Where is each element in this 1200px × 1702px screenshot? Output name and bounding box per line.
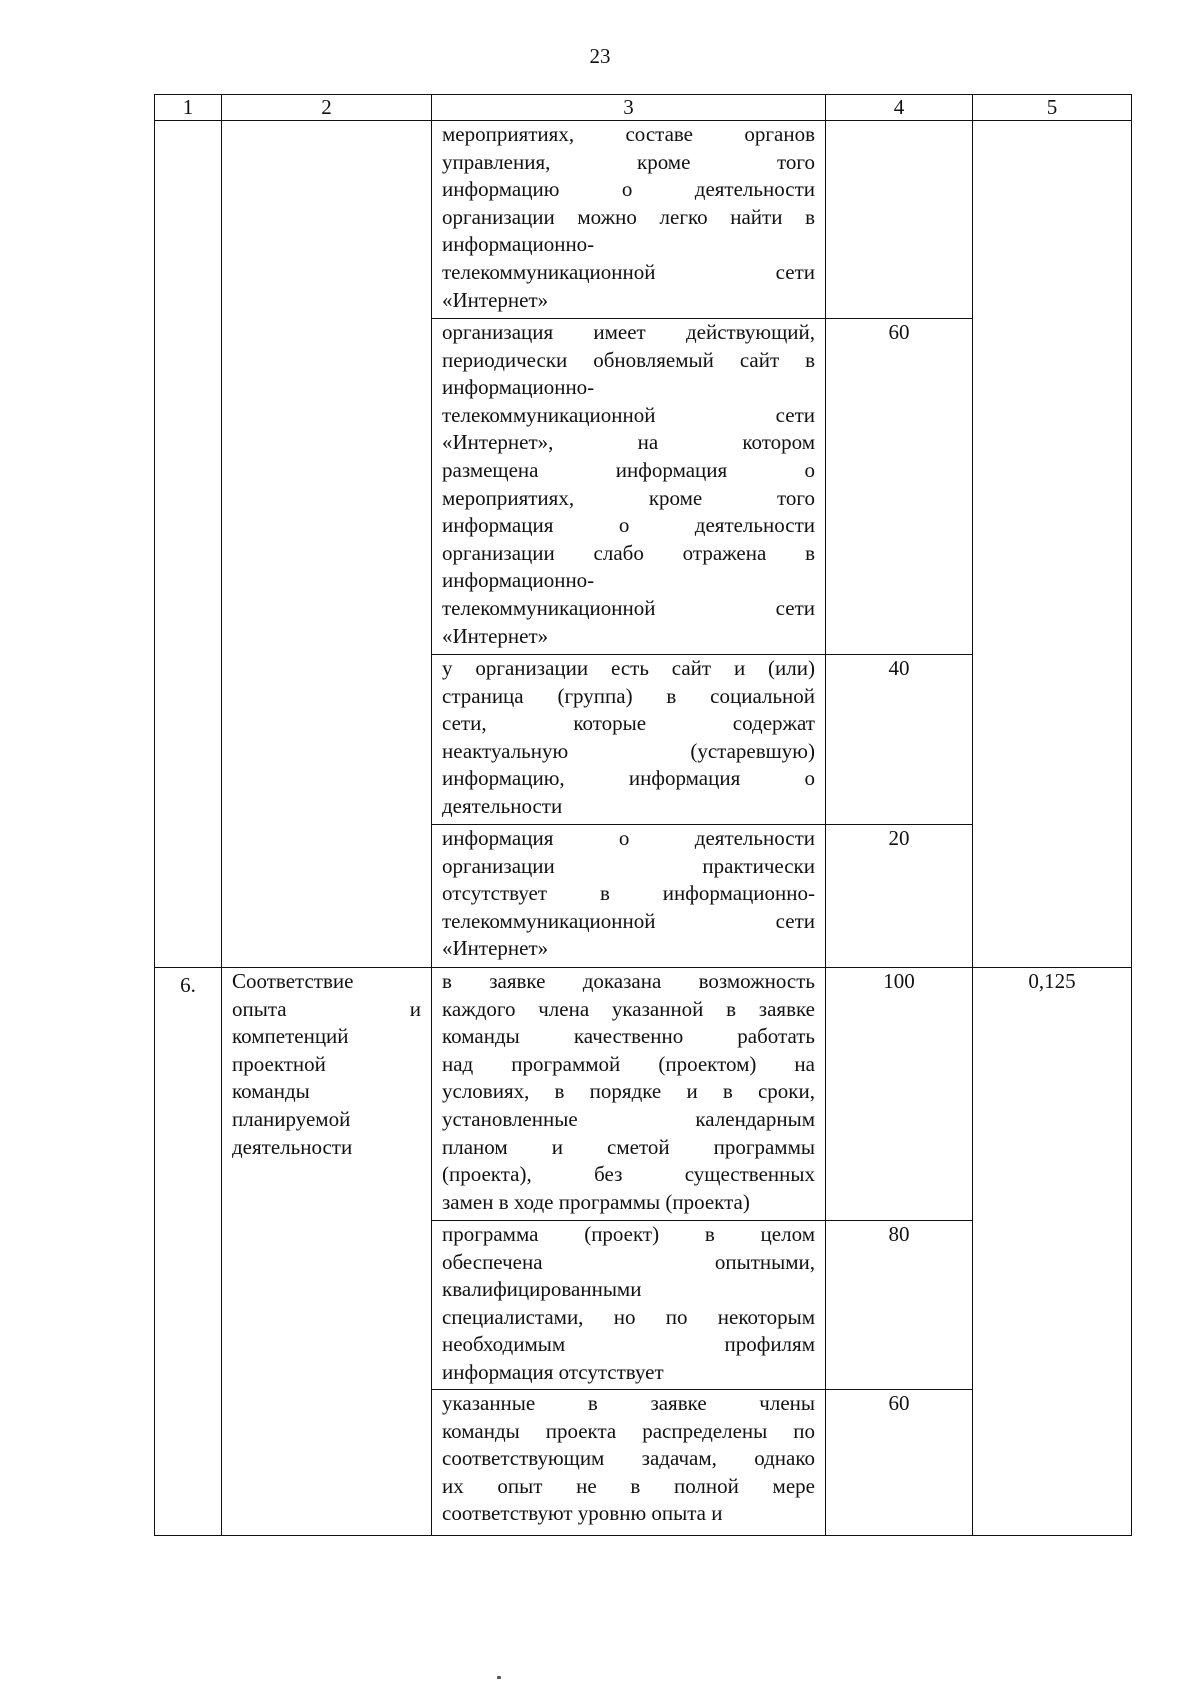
desc_lines-line: «Интернет» bbox=[442, 287, 549, 312]
desc_lines-line: замен в ходе программы (проекта) bbox=[442, 1189, 750, 1214]
desc_lines-line: соответствуют уровню опыта и bbox=[442, 1501, 723, 1526]
desc_lines-line: соответствующим задачам, однако bbox=[442, 1446, 815, 1471]
desc_lines-line: каждого члена указанной в заявке bbox=[442, 996, 815, 1021]
criterion-number-cell bbox=[155, 121, 222, 968]
page-number: 23 bbox=[589, 44, 611, 68]
desc_lines-line: страница (группа) в социальной bbox=[442, 683, 815, 708]
desc_lines-line: программа (проект) в целом bbox=[442, 1222, 815, 1246]
criterion-number-cell: 6. bbox=[155, 968, 222, 1536]
weight-cell: 0,125 bbox=[973, 968, 1132, 1536]
desc_lines-line: мероприятиях, составе органов bbox=[442, 122, 815, 146]
desc_lines-line: организации можно легко найти в bbox=[442, 204, 815, 229]
desc_lines-line: отсутствует в информационно- bbox=[442, 881, 815, 906]
desc_lines-line: обеспечена опытными, bbox=[442, 1249, 815, 1274]
criterion_lines-line: команды bbox=[232, 1079, 310, 1104]
desc_lines-line: их опыт не в полной мере bbox=[442, 1473, 815, 1498]
desc_lines-line: необходимым профилям bbox=[442, 1332, 815, 1357]
desc_lines-line: условиях, в порядке и в сроки, bbox=[442, 1079, 815, 1104]
header-col-1: 1 bbox=[155, 95, 222, 121]
criterion-description bbox=[432, 121, 826, 319]
desc_lines-line: информация о деятельности bbox=[442, 513, 815, 538]
desc_lines-line: организация имеет действующий, bbox=[442, 320, 815, 344]
criterion-description bbox=[432, 319, 826, 655]
criterion-description bbox=[432, 1390, 826, 1536]
desc_lines-line: у организации есть сайт и (или) bbox=[442, 656, 815, 680]
header-col-3: 3 bbox=[432, 95, 826, 121]
criterion_lines-line: проектной bbox=[232, 1051, 326, 1076]
desc_lines-line: планом и сметой программы bbox=[442, 1134, 815, 1159]
criterion-description bbox=[432, 825, 826, 968]
table-row bbox=[155, 968, 1132, 1221]
table-row bbox=[155, 121, 1132, 319]
desc_lines-line: информационно- bbox=[442, 375, 595, 400]
desc_lines-line: деятельности bbox=[442, 793, 563, 818]
desc_lines-line: информацию о деятельности bbox=[442, 177, 815, 202]
criterion-name-cell bbox=[222, 968, 432, 1536]
desc_lines-line: неактуальную (устаревшую) bbox=[442, 738, 815, 763]
desc_lines-line: информационно- bbox=[442, 568, 595, 593]
desc_lines-line: в заявке доказана возможность bbox=[442, 969, 815, 993]
score-cell: 100 bbox=[826, 968, 973, 1221]
desc_lines-line: команды проекта распределены по bbox=[442, 1418, 815, 1443]
criterion-description bbox=[432, 968, 826, 1221]
desc_lines-line: указанные в заявке члены bbox=[442, 1391, 815, 1415]
desc_lines-line: телекоммуникационной сети bbox=[442, 908, 815, 933]
criterion_lines-line: компетенций bbox=[232, 1024, 349, 1049]
table-header-row bbox=[155, 95, 1132, 121]
desc_lines-line: телекоммуникационной сети bbox=[442, 259, 815, 284]
score-cell: 80 bbox=[826, 1221, 973, 1390]
header-col-4: 4 bbox=[826, 95, 973, 121]
desc_lines-line: установленные календарным bbox=[442, 1106, 815, 1131]
desc_lines-line: над программой (проектом) на bbox=[442, 1051, 815, 1076]
desc_lines-line: команды качественно работать bbox=[442, 1024, 815, 1049]
desc_lines-line: организации слабо отражена в bbox=[442, 540, 815, 565]
desc_lines-line: периодически обновляемый сайт в bbox=[442, 347, 815, 372]
desc_lines-line: информационно- bbox=[442, 232, 595, 257]
header-col-2: 2 bbox=[222, 95, 432, 121]
weight-cell bbox=[973, 121, 1132, 968]
desc_lines-line: информация о деятельности bbox=[442, 826, 815, 850]
desc_lines-line: размещена информация о bbox=[442, 457, 815, 482]
desc_lines-line: информация отсутствует bbox=[442, 1359, 664, 1384]
desc_lines-line: сети, которые содержат bbox=[442, 711, 815, 736]
desc_lines-line: информацию, информация о bbox=[442, 766, 815, 791]
criterion_lines-line: опыта и bbox=[232, 996, 421, 1021]
score-cell bbox=[826, 121, 973, 319]
score-cell: 40 bbox=[826, 655, 973, 825]
desc_lines-line: мероприятиях, кроме того bbox=[442, 485, 815, 510]
criterion_lines-line: деятельности bbox=[232, 1134, 353, 1159]
scan-speck bbox=[497, 1676, 501, 1679]
desc_lines-line: телекоммуникационной сети bbox=[442, 402, 815, 427]
desc_lines-line: «Интернет» bbox=[442, 936, 549, 961]
header-col-5: 5 bbox=[973, 95, 1132, 121]
desc_lines-line: управления, кроме того bbox=[442, 149, 815, 174]
criterion_lines-line: Соответствие bbox=[232, 969, 354, 993]
criterion-description bbox=[432, 1221, 826, 1390]
desc_lines-line: специалистами, но по некоторым bbox=[442, 1304, 815, 1329]
desc_lines-line: «Интернет», на котором bbox=[442, 430, 815, 455]
score-cell: 60 bbox=[826, 1390, 973, 1536]
desc_lines-line: «Интернет» bbox=[442, 623, 549, 648]
desc_lines-line: организации практически bbox=[442, 853, 815, 878]
criterion-name-cell bbox=[222, 121, 432, 968]
desc_lines-line: (проекта), без существенных bbox=[442, 1162, 815, 1187]
score-cell: 20 bbox=[826, 825, 973, 968]
criteria-table bbox=[154, 94, 1132, 1536]
desc_lines-line: квалифицированными bbox=[442, 1277, 642, 1302]
score-cell: 60 bbox=[826, 319, 973, 655]
criterion-description bbox=[432, 655, 826, 825]
criterion_lines-line: планируемой bbox=[232, 1106, 351, 1131]
desc_lines-line: телекоммуникационной сети bbox=[442, 595, 815, 620]
